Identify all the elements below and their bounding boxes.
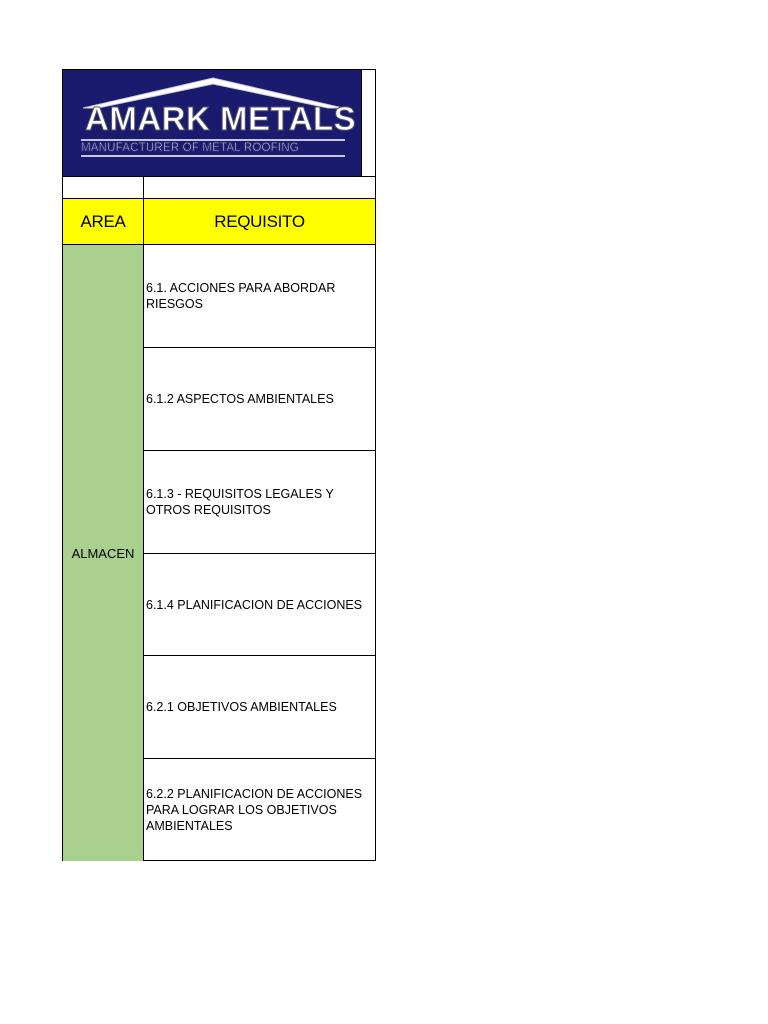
area-cell: ALMACEN <box>62 244 144 861</box>
logo-name: AMARK METALS <box>85 100 357 137</box>
requisito-row: 6.2.2 PLANIFICACION DE ACCIONES PARA LOGRAR LOS OBJETIVOS AMBIENTALES <box>143 758 376 861</box>
requisito-row: 6.1. ACCIONES PARA ABORDAR RIESGOS <box>143 244 376 348</box>
company-logo <box>62 69 362 177</box>
blank-cell-requisito <box>143 176 376 199</box>
blank-cell-area <box>62 176 144 199</box>
header-area: AREA <box>62 198 144 245</box>
logo-tagline: MANUFACTURER OF METAL ROOFING <box>81 142 299 154</box>
logo-row <box>62 69 376 177</box>
requisito-row: 6.2.1 OBJETIVOS AMBIENTALES <box>143 655 376 759</box>
logo-side-cell <box>362 69 376 177</box>
requisito-row: 6.1.4 PLANIFICACION DE ACCIONES <box>143 553 376 656</box>
header-requisito: REQUISITO <box>143 198 376 245</box>
requisito-row: 6.1.2 ASPECTOS AMBIENTALES <box>143 347 376 451</box>
requisito-row: 6.1.3 - REQUISITOS LEGALES Y OTROS REQUISITOS <box>143 450 376 554</box>
